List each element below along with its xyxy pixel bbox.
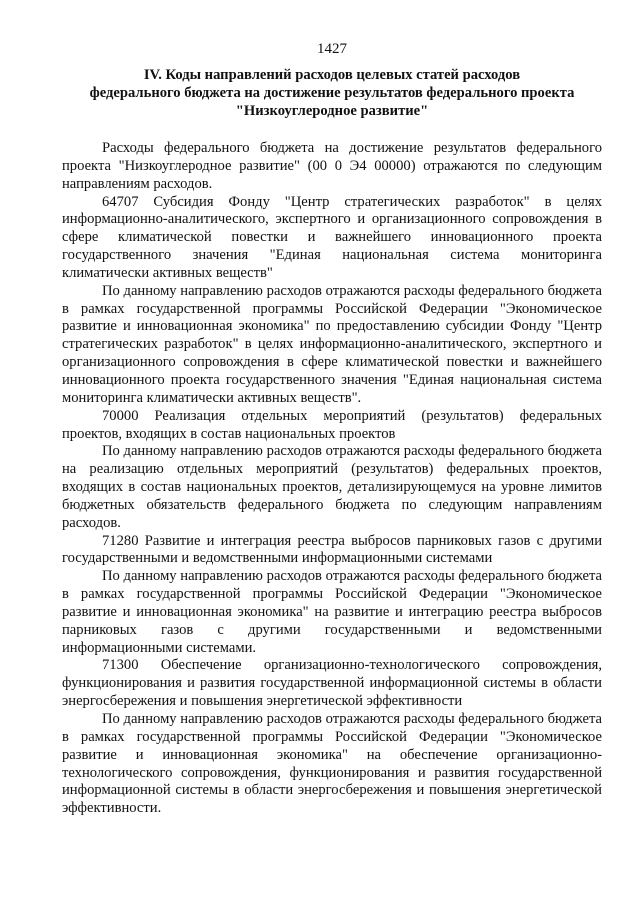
- paragraph-intro: Расходы федерального бюджета на достижение результатов федерального проекта "Низкоуглеродное развитие" (00 0 Э4 00000) отражаются по следующим направлениям расходов.: [62, 140, 602, 192]
- paragraph-description: По данному направлению расходов отражаются расходы федерального бюджета в рамках государственной программы Российской Федерации "Экономическое развитие и инновационная экономика" на обеспечение организационно-технологического сопровождения, функционирования и развития государственной информационной системы в области энергосбережения и повышения энергетической эффективности.: [62, 711, 602, 817]
- page-number: 1427: [317, 41, 347, 57]
- paragraph-code-70000: 70000 Реализация отдельных мероприятий (результатов) федеральных проектов, входящих в состав национальных проектов: [62, 407, 602, 442]
- heading-line: федерального бюджета на достижение результатов федерального проекта: [89, 85, 575, 101]
- body-text: [62, 140, 602, 818]
- heading-line: "Низкоуглеродное развитие": [235, 103, 429, 119]
- heading-line: IV. Коды направлений расходов целевых статей расходов: [143, 67, 521, 83]
- paragraph-code-64707: 64707 Субсидия Фонду "Центр стратегических разработок" в целях информационно-аналитического, экспертного и организационного сопровождения в сфере климатической повестки и важнейшего инновационного проекта государственного значения "Единая национальная система мониторинга климатически активных веществ": [62, 193, 602, 281]
- paragraph-code-71280: 71280 Развитие и интеграция реестра выбросов парниковых газов с другими государственными и ведомственными информационными системами: [62, 532, 602, 567]
- section-heading: [58, 66, 606, 120]
- paragraph-description: По данному направлению расходов отражаются расходы федерального бюджета в рамках государственной программы Российской Федерации "Экономическое развитие и инновационная экономика" на развитие и интеграцию реестра выбросов парниковых газов с другими государственными и ведомственными информационными системами.: [62, 568, 602, 656]
- paragraph-description: По данному направлению расходов отражаются расходы федерального бюджета в рамках государственной программы Российской Федерации "Экономическое развитие и инновационная экономика" по предоставлению субсидии Фонду "Центр стратегических разработок" в целях информационно-аналитического, экспертного и организационного сопровождения в сфере климатической повестки и важнейшего инновационного проекта государственного значения "Единая национальная система мониторинга климатически активных веществ".: [62, 282, 602, 406]
- paragraph-code-71300: 71300 Обеспечение организационно-технологического сопровождения, функционирования и развития государственной информационной системы в области энергосбережения и повышения энергетической эффективности: [62, 657, 602, 710]
- paragraph-description: По данному направлению расходов отражаются расходы федерального бюджета на реализацию отдельных мероприятий (результатов) федеральных проектов, входящих в состав национальных проектов, детализирующемуся на уровне лимитов бюджетных обязательств федерального бюджета по следующим направлениям расходов.: [62, 443, 602, 531]
